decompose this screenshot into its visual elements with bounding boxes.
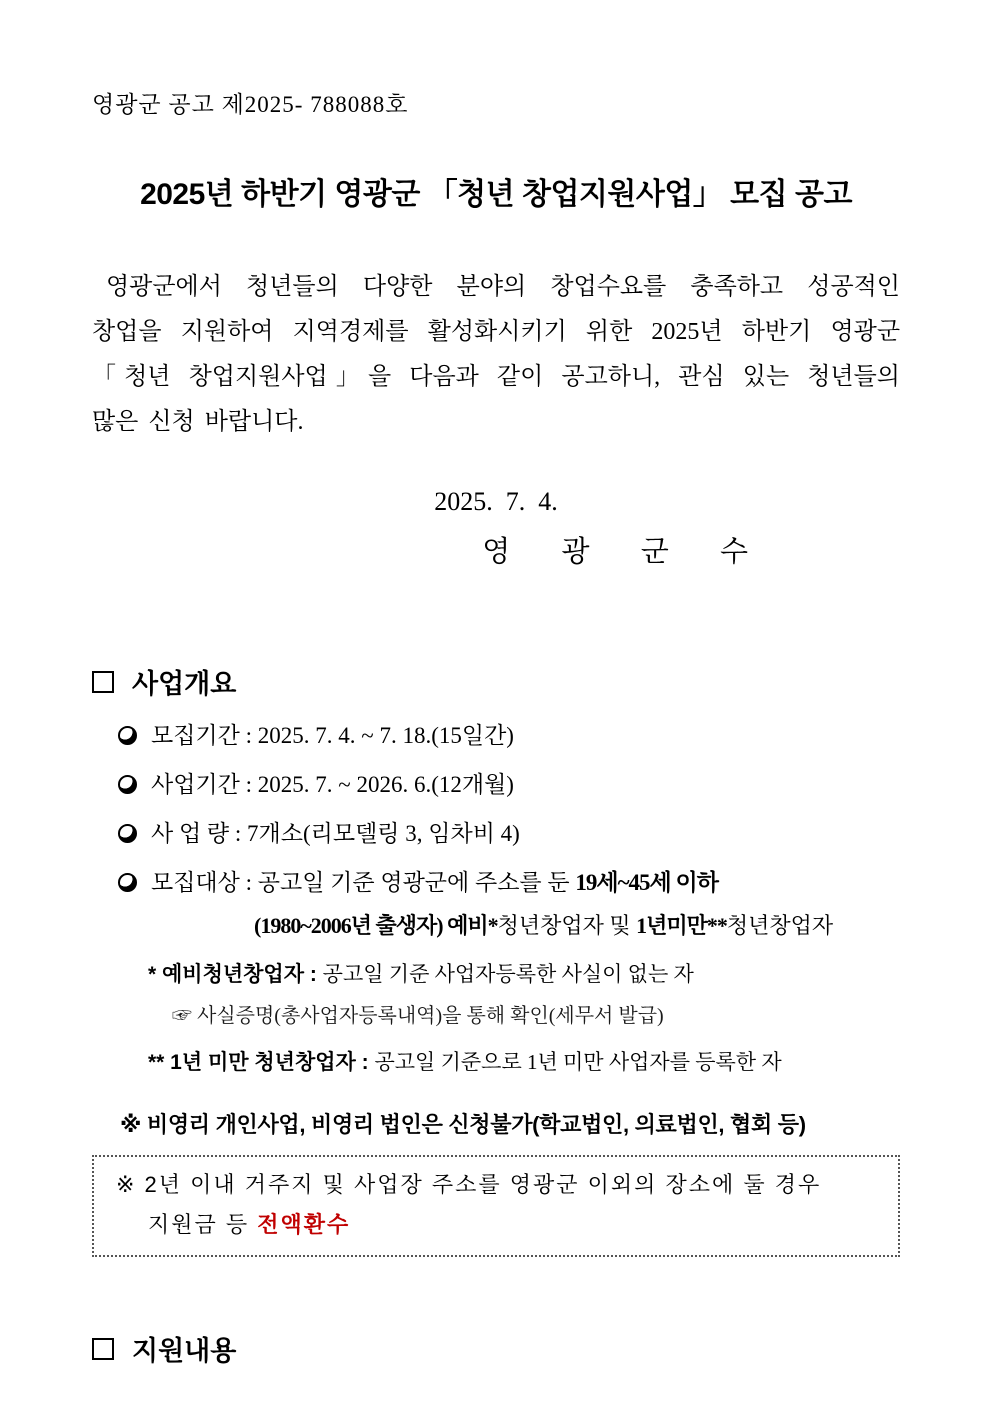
page-title: 2025년 하반기 영광군 「청년 창업지원사업」 모집 공고 xyxy=(140,178,852,211)
target-detail-bold-1: (1980~2006년 출생자) 예비* xyxy=(254,913,498,938)
footnote-text: 공고일 기준 사업자등록한 사실이 없는 자 xyxy=(322,962,694,986)
circle-bullet-icon xyxy=(118,824,137,843)
section-heading-overview xyxy=(92,662,900,701)
footnote-label: ** 1년 미만 청년창업자 : xyxy=(148,1051,375,1074)
section-heading-support xyxy=(92,1329,900,1368)
warning-clawback-red-text: 전액환수 xyxy=(257,1212,351,1237)
footnote-label: * 예비청년창업자 : xyxy=(148,963,323,986)
bullet-text: 사업기간 : 2025. 7. ~ 2026. 6.(12개월) xyxy=(151,772,514,797)
list-item-recruit-period xyxy=(118,717,900,750)
section-square-icon xyxy=(92,1338,114,1360)
target-detail-line xyxy=(254,909,900,940)
list-item-target xyxy=(118,864,900,897)
footnote-reference: ☞ 사실증명(총사업자등록내역)을 통해 확인(세무서 발급) xyxy=(172,1005,664,1027)
list-item-project-period xyxy=(118,766,900,799)
intro-paragraph xyxy=(92,265,900,445)
footnote-text: 공고일 기준으로 1년 미만 사업자를 등록한 자 xyxy=(374,1050,782,1074)
warning-line-2 xyxy=(116,1205,884,1245)
target-detail-bold-2: 1년미만** xyxy=(636,913,727,938)
section-square-icon xyxy=(92,671,114,693)
bullet-text: 모집대상 : 공고일 기준 영광군에 주소를 둔 xyxy=(151,870,576,895)
circle-bullet-icon xyxy=(118,873,137,892)
warning-line-1: ※ 2년 이내 거주지 및 사업장 주소를 영광군 이외의 장소에 둘 경우 xyxy=(116,1172,822,1197)
section-heading-label: 사업개요 xyxy=(132,669,237,699)
footnote-pre-founder xyxy=(148,958,900,988)
target-detail-normal-2: 청년창업자 xyxy=(726,913,834,938)
section-heading-label: 지원내용 xyxy=(132,1336,237,1366)
bullet-text: 모집기간 : 2025. 7. 4. ~ 7. 18.(15일간) xyxy=(151,723,514,748)
intro-line-1: 영광군에서 청년들의 다양한 분야의 창업수요를 충족하고 성공적인 xyxy=(106,274,900,300)
intro-line-2: 창업을 지원하여 지역경제를 활성화시키기 위한 2025년 하반기 영광군 xyxy=(92,319,900,345)
announcement-date: 2025. 7. 4. xyxy=(434,487,558,516)
note-nonprofit-excluded: ※ 비영리 개인사업, 비영리 법인은 신청불가(학교법인, 의료법인, 협회 등) xyxy=(120,1112,806,1137)
circle-bullet-icon xyxy=(118,726,137,745)
warning-line-2-prefix: 지원금 등 xyxy=(148,1212,258,1237)
circle-bullet-icon xyxy=(118,775,137,794)
list-item-project-volume xyxy=(118,815,900,848)
warning-box-clawback xyxy=(92,1155,900,1257)
bullet-text: 사 업 량 : 7개소(리모델링 3, 임차비 4) xyxy=(151,821,520,846)
bullet-text-bold: 19세~45세 이하 xyxy=(575,870,718,895)
doc-number: 영광군 공고 제2025- 788088호 xyxy=(92,92,409,117)
intro-line-4: 많은 신청 바랍니다. xyxy=(92,409,304,435)
intro-line-3: 「청년 창업지원사업」을 다음과 같이 공고하니, 관심 있는 청년들의 xyxy=(92,364,900,390)
target-detail-normal-1: 청년창업자 및 xyxy=(497,913,637,938)
signature-yeonggwang-mayor: 영 광 군 수 xyxy=(482,536,770,568)
footnote-under-one-year xyxy=(148,1046,900,1076)
